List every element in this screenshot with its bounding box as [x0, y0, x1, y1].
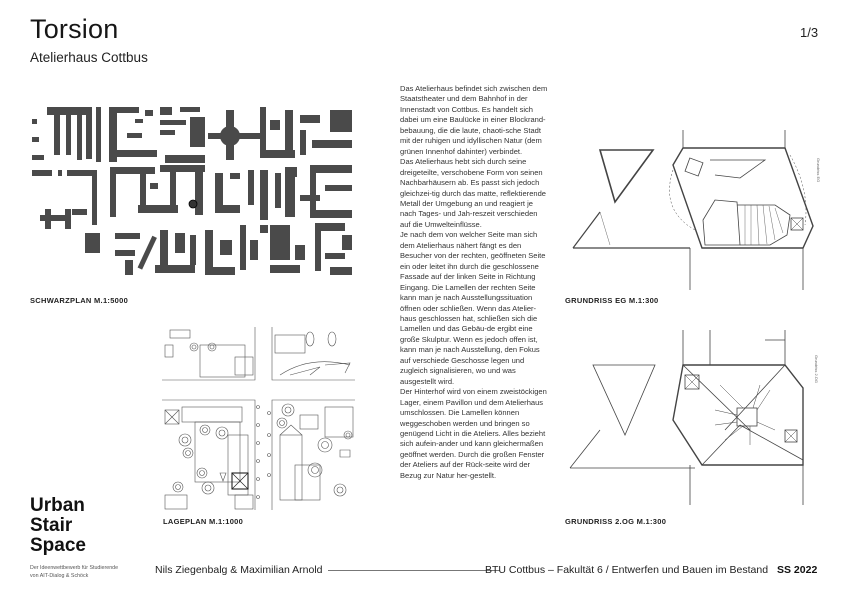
competition-subtitle [30, 565, 118, 580]
page-number: 1/3 [800, 25, 819, 40]
grundriss-2og-caption: GRUNDRISS 2.OG M.1:300 [565, 517, 667, 526]
grundriss-2og-side-label: Grundriss 2.OG [814, 355, 819, 384]
description-paragraph: Das Atelierhaus befindet sich zwischen dem Staatstheater und dem Bahnhof in der Innenstadt von Cottbus. Es handelt sich dabei um eine Baulücke in einer Blockrand-bebauung, die die laute, chaoti-sche Stadt mit der ruhigen und idyllischen Natur (dem grünen Innenhof dahinter) verbindet. [400, 84, 548, 156]
footer-semester: SS 2022 [777, 564, 818, 576]
grundriss-eg-drawing [565, 130, 820, 290]
footer-authors: Nils Ziegenbalg & Maximilian Arnold [155, 564, 323, 576]
footer-divider [328, 570, 500, 571]
logo-line-stair: Stair [30, 515, 73, 536]
logo-line-space: Space [30, 535, 86, 556]
lageplan-caption: LAGEPLAN M.1:1000 [163, 517, 244, 526]
grundriss-eg-caption: GRUNDRISS EG M.1:300 [565, 296, 659, 305]
logo-line-urban: Urban [30, 495, 85, 516]
lageplan-drawing [160, 325, 355, 510]
competition-subtitle-line: von AIT-Dialog & Schöck [30, 572, 89, 579]
page-subtitle: Atelierhaus Cottbus [30, 50, 148, 65]
description-paragraph: Je nach dem von welcher Seite man sich dem Atelierhaus nähert fängt es den Besucher von der rechten, geöffneten Seite ein oder leitet ihn durch die geschlossene Fassade auf der linken Seite in Richtung Eingang. Die Lamellen der rechten Seite kann man je nach Ausstellungssituation öffnen oder schließen. Wenn das Atelier-haus geschlossen hat, schließen sich die Lamellen und das Gebäu-de ergibt eine große Skulptur. Wenn es jedoch offen ist, kann man je nach Ausstellung, den Fokus auf verschiede Geschosse legen und zugleich signalisieren, wo und was ausgestellt wird. [400, 230, 546, 386]
competition-logo [30, 496, 86, 556]
page-title: Torsion [30, 14, 119, 44]
grundriss-2og-drawing [565, 330, 820, 505]
project-description [400, 84, 550, 481]
competition-subtitle-line: Der Ideenwettbewerb für Studierende [30, 565, 119, 571]
schwarzplan-caption: SCHWARZPLAN M.1:5000 [30, 296, 129, 305]
description-paragraph: Das Atelierhaus hebt sich durch seine dreigeteilte, verschobene Form von seinen Nachbarhäusern ab. Es passt sich jedoch gleichzei-tig durch das matte, reflektierende Metall der Umgebung an und reagiert je nach Tages- und Jah-reszeit verschieden auf die Umwelteinflüsse. [400, 157, 546, 229]
footer-institution: BTU Cottbus – Fakultät 6 / Entwerfen und Bauen im Bestand [485, 564, 769, 576]
description-paragraph: Der Hinterhof wird von einem zweistöckigen Lager, einem Pavillon und dem Atelierhaus umschlossen. Die Lamellen können weggeschoben werden und bringen so genügend Licht in die Ateliers. Alles bezieht sich aufein-ander und kann gleichermaßen geöffnet werden. Durch die großen Fenster der Ateliers auf der Rück-seite wird der Bezug zur Natur her-gestellt. [400, 387, 547, 480]
schwarzplan-drawing [30, 105, 355, 285]
grundriss-eg-side-label: Grundriss EG [816, 158, 821, 183]
